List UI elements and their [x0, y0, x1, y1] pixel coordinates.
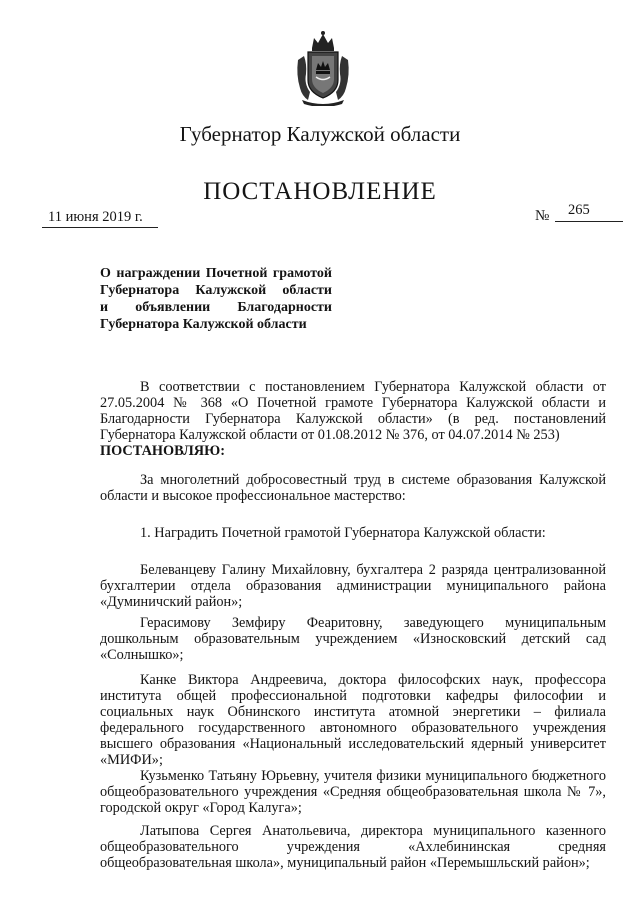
awardee-paragraph [100, 562, 606, 610]
document-type: ПОСТАНОВЛЕНИЕ [203, 178, 437, 205]
document-number: 265 [568, 202, 590, 218]
date-underline [42, 227, 158, 228]
document-date: 11 июня 2019 г. [48, 209, 143, 225]
awardee-text: Герасимову Земфиру Феаритовну, заведующего муниципальным дошкольным образовательным учреждением «Износковский детский сад «Солнышко»; [100, 615, 606, 663]
awardee-paragraph [100, 768, 606, 816]
awardee-text: Канке Виктора Андреевича, доктора философских наук, профессора института общей профессиональной подготовки кафедры философии и социальных наук Обнинского института атомной энергетики – филиала федерального государственного автономного образовательного учреждения высшего образования «Национальный исследовательский ядерный университет «МИФИ»; [100, 672, 606, 768]
document-subject [100, 265, 332, 333]
subject-line: О награждении Почетной грамотой [100, 266, 332, 281]
reason-text: За многолетний добросовестный труд в системе образования Калужской области и высокое профессиональное мастерство: [100, 472, 606, 504]
subject-line: и объявлении Благодарности [100, 300, 332, 315]
clause-1 [100, 525, 606, 541]
reason-paragraph [100, 472, 606, 504]
coat-of-arms-icon [294, 30, 352, 106]
decree-word: ПОСТАНОВЛЯЮ: [100, 443, 225, 459]
number-sign: № [535, 208, 550, 224]
awardee-text: Белеванцеву Галину Михайловну, бухгалтера 2 разряда централизованной бухгалтерии отдела образования администрации муниципального района «Думиничский район»; [100, 562, 606, 610]
authority-title: Губернатор Калужской области [179, 122, 461, 146]
subject-line: Губернатора Калужской области [100, 317, 307, 332]
clause-1-text: 1. Наградить Почетной грамотой Губернатора Калужской области: [140, 525, 546, 541]
subject-line: Губернатора Калужской области [100, 283, 332, 298]
number-underline [555, 221, 623, 222]
awardee-paragraph [100, 615, 606, 663]
preamble-text: В соответствии с постановлением Губернатора Калужской области от 27.05.2004 № 368 «О Почетной грамоте Губернатора Калужской области и Благодарности Губернатора Калужской области» (в ред. постановлений Губернатора Калужской области от 01.08.2012 № 376, от 04.07.2014 № 253) [100, 379, 606, 443]
awardee-text: Латыпова Сергея Анатольевича, директора муниципального казенного общеобразовательного учреждения «Ахлебининская средняя общеобразовательная школа», муниципальный район «Перемышльский район»; [100, 823, 606, 871]
awardee-paragraph [100, 823, 606, 871]
preamble-block [100, 379, 606, 459]
awardee-text: Кузьменко Татьяну Юрьевну, учителя физики муниципального бюджетного общеобразовательного учреждения «Средняя общеобразовательная школа № 7», городской округ «Город Калуга»; [100, 768, 606, 816]
awardee-paragraph [100, 672, 606, 768]
